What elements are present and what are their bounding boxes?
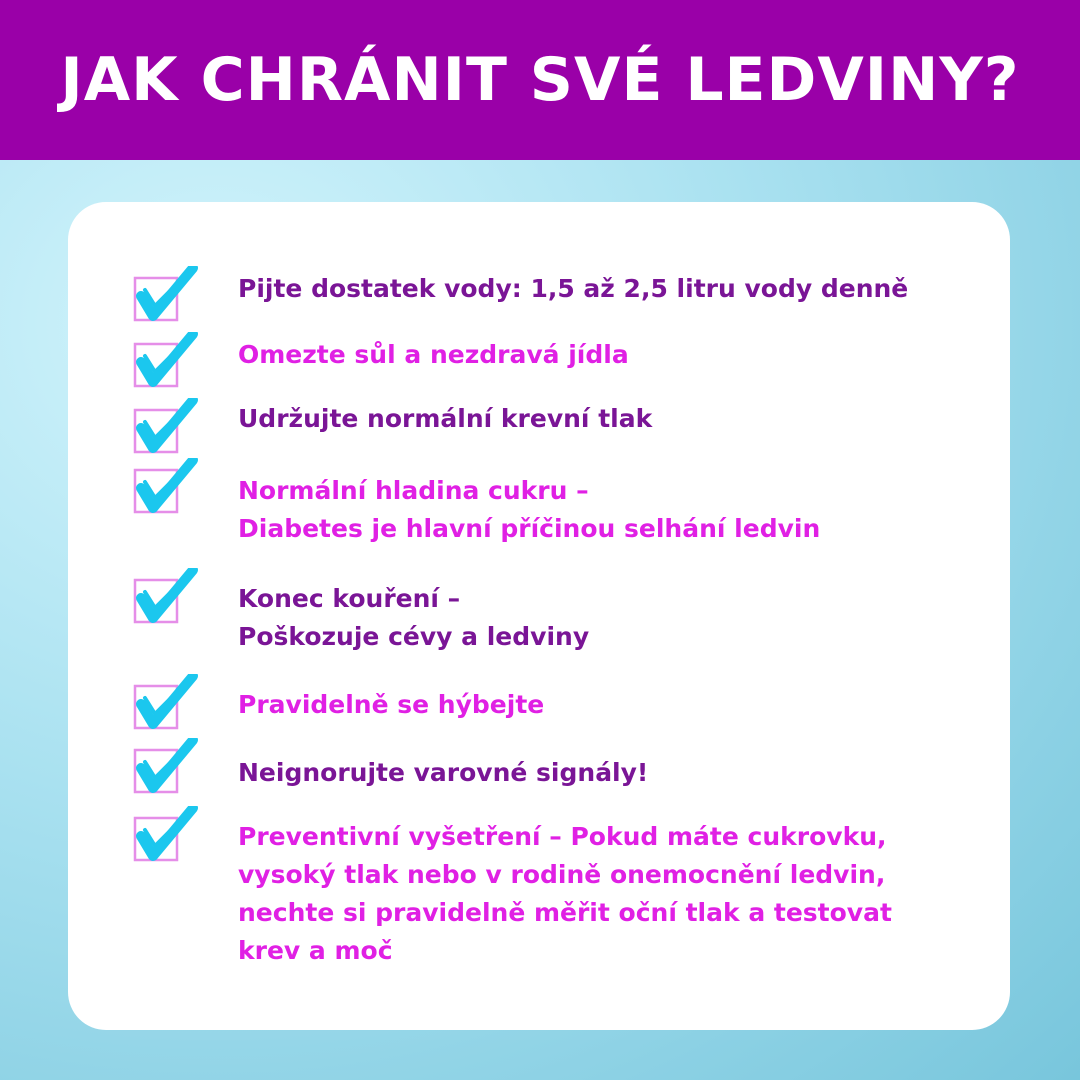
item-text: Normální hladina cukru – Diabetes je hlavní příčinou selhání ledvin — [238, 476, 821, 543]
checkbox-checked-icon — [131, 332, 201, 402]
item-text: Udržujte normální krevní tlak — [238, 404, 653, 433]
item-text: Pravidelně se hýbejte — [238, 690, 545, 719]
checkbox-checked-icon — [131, 568, 201, 638]
checkbox-checked-icon — [131, 806, 201, 876]
checkbox-checked-icon — [131, 674, 201, 744]
checkbox-checked-icon — [131, 738, 201, 808]
item-text: Preventivní vyšetření – Pokud máte cukrovku, vysoký tlak nebo v rodině onemocnění ledvin, nechte si pravidelně měřit oční tlak a testovat krev a moč — [238, 822, 892, 965]
item-text: Omezte sůl a nezdravá jídla — [238, 340, 629, 369]
checkbox-checked-icon — [131, 266, 201, 336]
page-title: JAK CHRÁNIT SVÉ LEDVINY? — [60, 45, 1020, 115]
item-text: Pijte dostatek vody: 1,5 až 2,5 litru vody denně — [238, 274, 909, 303]
item-text: Konec kouření – Poškozuje cévy a ledviny — [238, 584, 590, 651]
item-text: Neignorujte varovné signály! — [238, 758, 649, 787]
checkbox-checked-icon — [131, 458, 201, 528]
header-banner — [0, 0, 1080, 160]
checklist-card — [68, 202, 1010, 1030]
